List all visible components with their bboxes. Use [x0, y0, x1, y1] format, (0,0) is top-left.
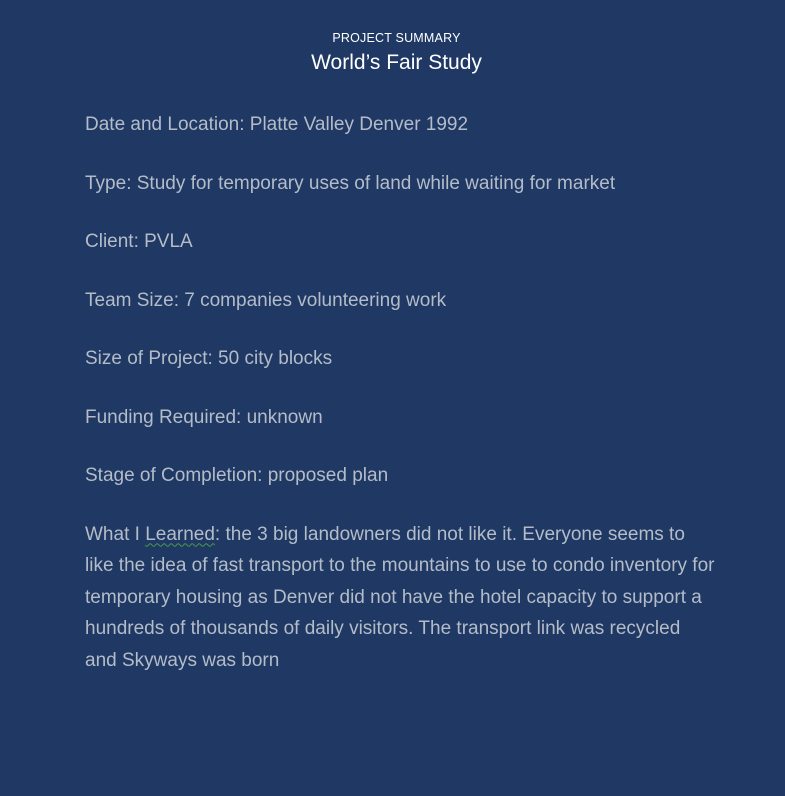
project-size-field: Size of Project: 50 city blocks	[85, 348, 333, 369]
section-kicker: PROJECT SUMMARY	[332, 31, 461, 45]
type-field: Type: Study for temporary uses of land while waiting for market	[85, 172, 616, 194]
lessons-text: : the 3 big landowners did not like it. Everyone seems to like the idea of fast transport to the mountains to use to condo inventory for temporary housing as Denver did not have the hotel capacity to support a hundreds of thousands of daily visitors. The transport link was recycled and Skyways was born	[85, 523, 715, 671]
project-details	[85, 109, 715, 703]
lessons-prefix: What I	[85, 523, 146, 545]
stage-field: Stage of Completion: proposed plan	[85, 465, 389, 486]
funding-field: Funding Required: unknown	[85, 406, 323, 428]
date-location-field: Date and Location: Platte Valley Denver 1992	[85, 114, 469, 135]
slide-title: World’s Fair Study	[311, 51, 482, 74]
client-field: Client: PVLA	[85, 231, 193, 252]
spellcheck-word: Learned	[145, 523, 215, 545]
team-size-field: Team Size: 7 companies volunteering work	[85, 289, 447, 311]
lessons-learned-field	[85, 519, 715, 677]
